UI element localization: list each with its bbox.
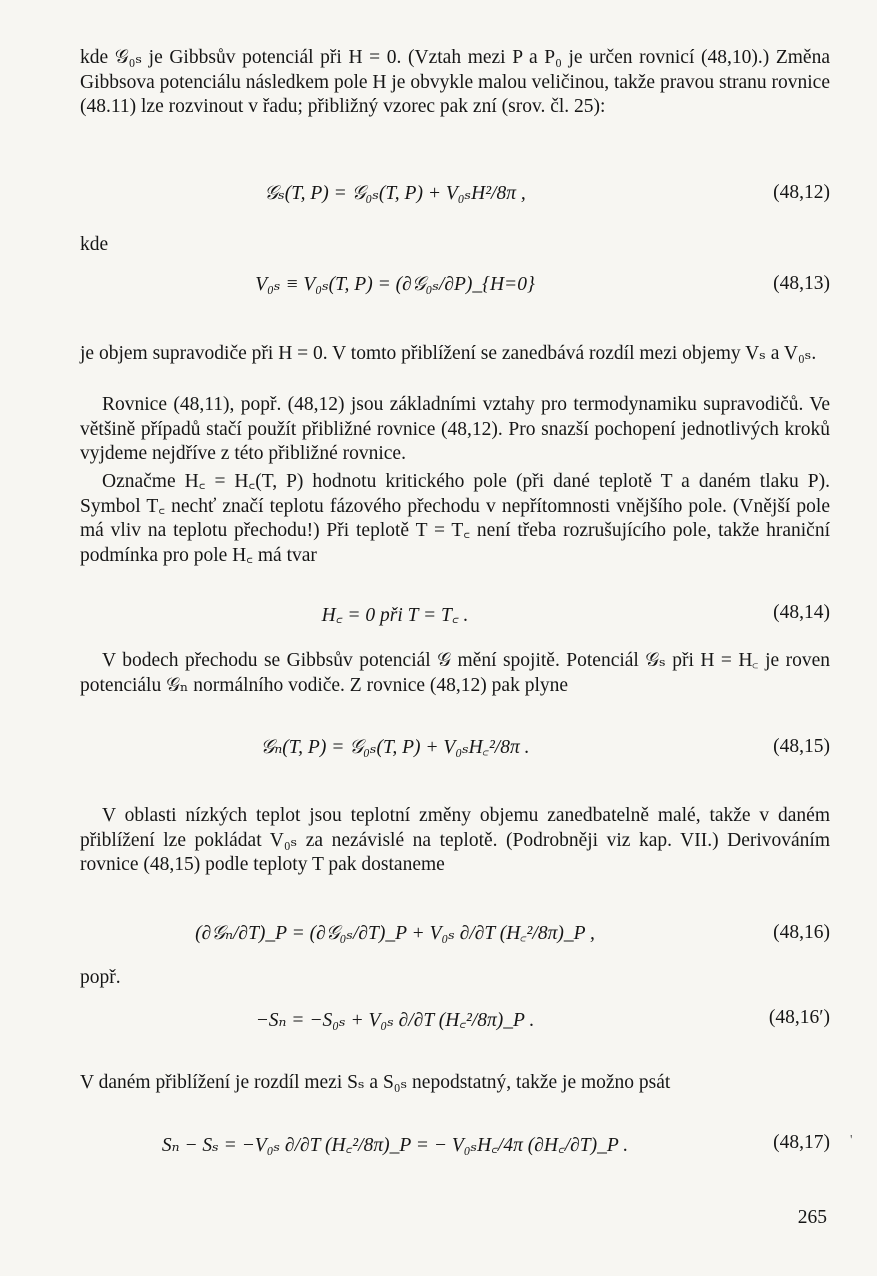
paragraph-kde: kde (80, 234, 109, 255)
equation-48-16-body: (∂𝒢ₙ/∂T)_P = (∂𝒢₀ₛ/∂T)_P + V₀ₛ ∂/∂T (H꜀²/8π)_P , (195, 923, 595, 944)
equation-48-17 (80, 1113, 830, 1173)
paragraph-1: kde 𝒢₀ₛ je Gibbsův potenciál při H = 0. (Vztah mezi P a P₀ je určen rovnicí (48,10).) Změna Gibbsova potenciálu následkem pole H je obvykle malou veličinou, takže pravou stranu rovnice (48.11) lze rozvinout v řadu; přibližný vzorec pak zní (srov. čl. 25): (80, 47, 830, 117)
paragraph-6: V oblasti nízkých teplot jsou teplotní změny objemu zanedbatelně malé, takže v daném přiblížení lze pokládat V₀ₛ za nezávislé na teplotě. (Podrobněji viz kap. VII.) Derivováním rovnice (48,15) podle teploty T pak dostaneme (80, 805, 830, 875)
equation-48-14-body: H꜀ = 0 při T = T꜀ . (321, 604, 469, 626)
page-number: 265 (797, 1207, 827, 1228)
equation-48-14 (80, 583, 830, 643)
paragraph-popr: popř. (80, 967, 121, 988)
paragraph-2: je objem supravodiče při H = 0. V tomto přiblížení se zanedbává rozdíl mezi objemy Vₛ a V₀ₛ. (80, 343, 817, 364)
equation-48-16-prime-body: −Sₙ = −S₀ₛ + V₀ₛ ∂/∂T (H꜀²/8π)_P . (255, 1009, 535, 1031)
equation-48-17-label: (48,17) (773, 1132, 830, 1153)
equation-48-16-prime-label: (48,16′) (768, 1007, 830, 1028)
equation-48-13-label: (48,13) (773, 273, 830, 294)
paragraph-7: V daném přiblížení je rozdíl mezi Sₛ a S₀ₛ nepodstatný, takže je možno psát (80, 1072, 671, 1093)
equation-48-16 (80, 903, 830, 963)
equation-48-13 (80, 254, 830, 314)
equation-48-15-body: 𝒢ₙ(T, P) = 𝒢₀ₛ(T, P) + V₀ₛH꜀²/8π . (260, 737, 530, 758)
equation-48-14-label: (48,14) (773, 602, 830, 623)
margin-mark: ' (850, 1133, 853, 1148)
paragraph-3: Rovnice (48,11), popř. (48,12) jsou základními vztahy pro termodynamiku supravodičů. Ve většině případů stačí použít přibližné rovnice (48,12). Pro snazší pochopení jednotlivých kroků vyjdeme nejdříve z této přibližné rovnice. (80, 394, 830, 464)
paragraph-5: V bodech přechodu se Gibbsův potenciál 𝒢 mění spojitě. Potenciál 𝒢ₛ při H = H꜀ je roven potenciálu 𝒢ₙ normálního vodiče. Z rovnice (48,12) pak plyne (80, 650, 830, 696)
equation-48-13-body: V₀ₛ ≡ V₀ₛ(T, P) = (∂𝒢₀ₛ/∂P)_{H=0} (255, 274, 535, 295)
equation-48-15 (80, 717, 830, 777)
equation-48-16-prime (80, 988, 830, 1048)
equation-48-12-label: (48,12) (773, 182, 830, 203)
equation-48-12 (80, 163, 830, 223)
equation-48-12-body: 𝒢ₛ(T, P) = 𝒢₀ₛ(T, P) + V₀ₛH²/8π , (264, 183, 526, 204)
equation-48-16-label: (48,16) (773, 922, 830, 943)
equation-48-17-body: Sₙ − Sₛ = −V₀ₛ ∂/∂T (H꜀²/8π)_P = − V₀ₛH꜀/4π (∂H꜀/∂T)_P . (161, 1134, 629, 1156)
equation-48-15-label: (48,15) (773, 736, 830, 757)
paragraph-4: Označme H꜀ = H꜀(T, P) hodnotu kritického pole (při dané teplotě T a daném tlaku P). Symbol T꜀ nechť značí teplotu fázového přechodu v nepřítomnosti vnějšího pole. (Vnější pole má vliv na teplotu přechodu!) Při teplotě T = T꜀ není třeba rozrušujícího pole, takže hraniční podmínka pro pole H꜀ má tvar (80, 471, 830, 566)
